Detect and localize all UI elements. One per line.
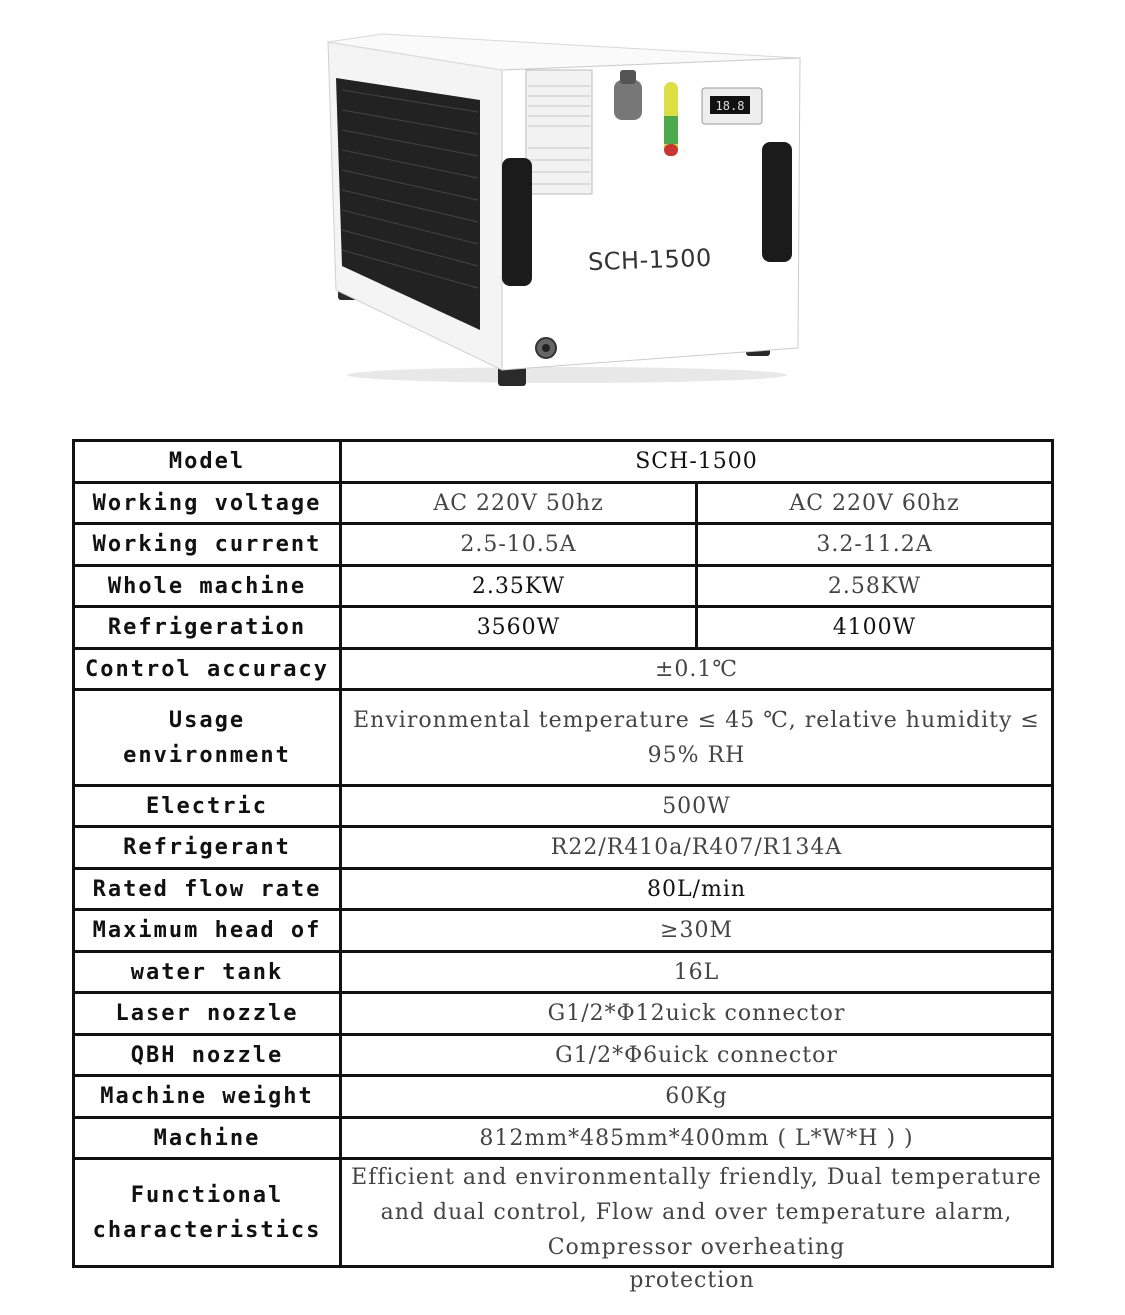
- row-value-50hz: 3560W: [341, 607, 697, 649]
- row-label: Rated flow rate: [74, 869, 341, 910]
- row-label: Machine weight: [74, 1076, 341, 1118]
- table-row-model: [74, 441, 1053, 483]
- row-value-60hz: 2.58KW: [697, 566, 1053, 607]
- row-label: Refrigerant: [74, 827, 341, 869]
- table-row-maximum-head: [74, 910, 1053, 952]
- row-value-60hz: 3.2-11.2A: [697, 524, 1053, 566]
- row-label: Control accuracy: [74, 649, 341, 690]
- row-label: Model: [74, 441, 341, 483]
- row-label: Usage environment: [74, 690, 341, 786]
- row-label: Electric: [74, 786, 341, 827]
- row-label: Working current: [74, 524, 341, 566]
- row-value: R22/R410a/R407/R134A: [341, 827, 1053, 869]
- row-value-60hz: AC 220V 60hz: [697, 483, 1053, 524]
- row-label: Working voltage: [74, 483, 341, 524]
- row-value-50hz: 2.5-10.5A: [341, 524, 697, 566]
- table-row-control-accuracy: [74, 649, 1053, 690]
- spec-table: [72, 439, 1054, 1268]
- row-value: 500W: [341, 786, 1053, 827]
- table-row-laser-nozzle: [74, 993, 1053, 1035]
- product-photo: [322, 30, 812, 392]
- row-value: ±0.1℃: [341, 649, 1053, 690]
- row-value: ≥30M: [341, 910, 1053, 952]
- row-value: 16L: [341, 952, 1053, 993]
- table-row-working-voltage: [74, 483, 1053, 524]
- row-label: Functional characteristics: [74, 1159, 341, 1267]
- table-row-functional-characteristics: [74, 1159, 1053, 1267]
- row-value: Environmental temperature ≤ 45 ℃, relative humidity ≤ 95% RH: [341, 690, 1053, 786]
- table-row-refrigerant: [74, 827, 1053, 869]
- row-value: G1/2*Φ6uick connector: [341, 1035, 1053, 1076]
- row-value: SCH-1500: [341, 441, 1053, 483]
- row-label: Whole machine: [74, 566, 341, 607]
- functional-characteristics-overflow: protection: [629, 1268, 755, 1293]
- table-row-machine-weight: [74, 1076, 1053, 1118]
- row-label: water tank: [74, 952, 341, 993]
- table-row-whole-machine: [74, 566, 1053, 607]
- row-label: QBH nozzle: [74, 1035, 341, 1076]
- row-value: G1/2*Φ12uick connector: [341, 993, 1053, 1035]
- row-label: Machine: [74, 1118, 341, 1159]
- table-row-usage-environment: [74, 690, 1053, 786]
- row-value-50hz: AC 220V 50hz: [341, 483, 697, 524]
- row-label: Laser nozzle: [74, 993, 341, 1035]
- table-row-refrigeration: [74, 607, 1053, 649]
- row-value: 812mm*485mm*400mm ( L*W*H ) ): [341, 1118, 1053, 1159]
- table-row-rated-flow-rate: [74, 869, 1053, 910]
- controller-readout: 18.8: [715, 99, 745, 113]
- table-row-water-tank: [74, 952, 1053, 993]
- row-value: 60Kg: [341, 1076, 1053, 1118]
- table-row-electric: [74, 786, 1053, 827]
- table-row-qbh-nozzle: [74, 1035, 1053, 1076]
- table-row-machine-dimensions: [74, 1118, 1053, 1159]
- row-value-60hz: 4100W: [697, 607, 1053, 649]
- row-value: 80L/min: [341, 869, 1053, 910]
- row-value: Efficient and environmentally friendly, Dual temperature and dual control, Flow and over temperature alarm, Compressor overheating: [341, 1159, 1053, 1267]
- table-row-working-current: [74, 524, 1053, 566]
- product-model-print: SCH-1500: [587, 243, 713, 277]
- row-label: Refrigeration: [74, 607, 341, 649]
- row-label: Maximum head of: [74, 910, 341, 952]
- row-value-50hz: 2.35KW: [341, 566, 697, 607]
